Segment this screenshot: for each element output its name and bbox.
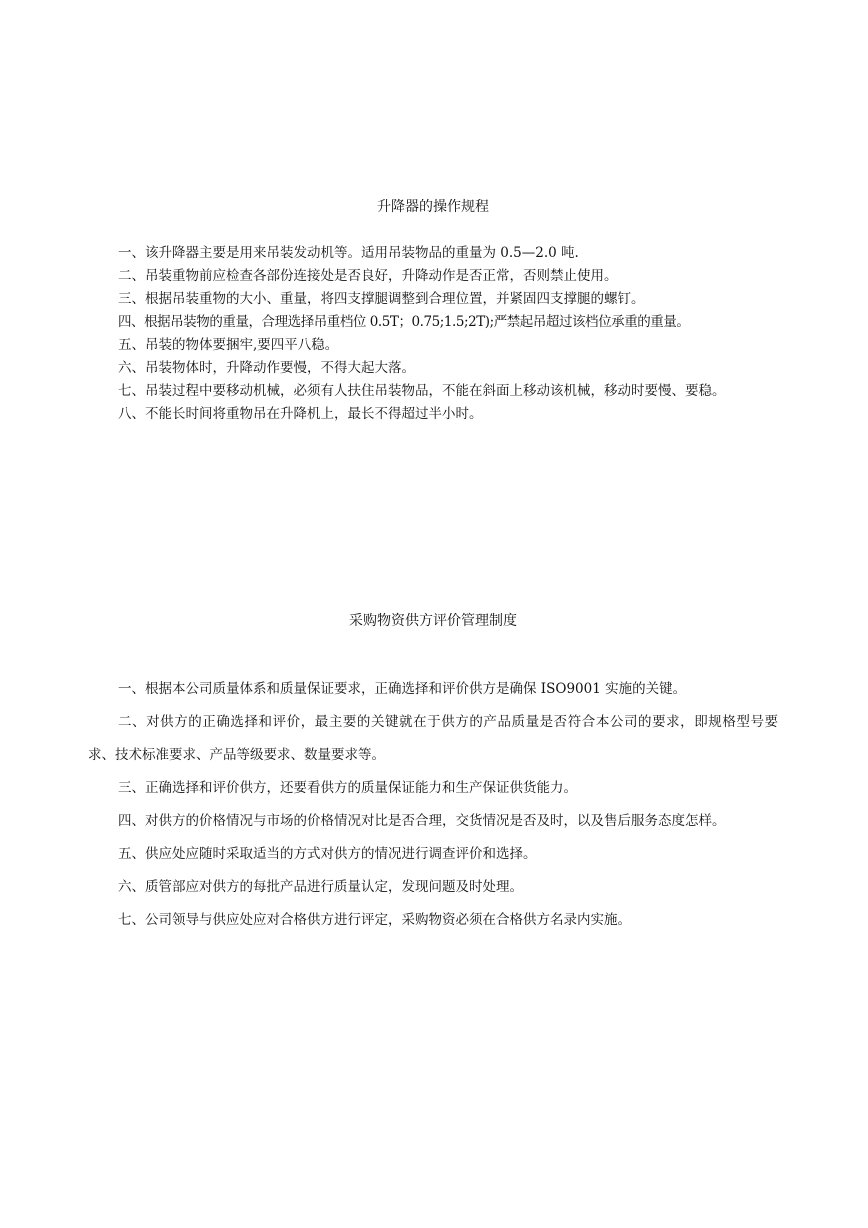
section-lift-operating-rules — [88, 196, 778, 426]
paragraph: 五、吊装的物体要捆牢,要四平八稳。 — [118, 337, 339, 353]
paragraph: 六、吊装物体时，升降动作要慢，不得大起大落。 — [118, 360, 415, 376]
paragraph: 一、该升降器主要是用来吊装发动机等。适用吊装物品的重量为 0.5—2.0 吨. — [118, 245, 579, 261]
section-title: 升降器的操作规程 — [377, 199, 489, 215]
paragraph: 七、公司领导与供应处应对合格供方进行评定，采购物资必须在合格供方名录内实施。 — [118, 912, 631, 928]
section-supplier-evaluation — [88, 610, 778, 937]
paragraph: 八、不能长时间将重物吊在升降机上，最长不得超过半小时。 — [118, 406, 483, 422]
section-title: 采购物资供方评价管理制度 — [349, 613, 517, 629]
paragraph: 一、根据本公司质量体系和质量保证要求，正确选择和评价供方是确保 ISO9001 实施的关键。 — [118, 681, 687, 697]
paragraph: 五、供应处应随时采取适当的方式对供方的情况进行调查评价和选择。 — [118, 846, 537, 862]
paragraph: 二、吊装重物前应检查各部份连接处是否良好，升降动作是否正常，否则禁止使用。 — [118, 268, 618, 284]
paragraph: 四、对供方的价格情况与市场的价格情况对比是否合理，交货情况是否及时，以及售后服务态度怎样。 — [118, 813, 726, 829]
paragraph: 六、质管部应对供方的每批产品进行质量认定，发现问题及时处理。 — [118, 879, 523, 895]
paragraph: 三、正确选择和评价供方，还要看供方的质量保证能力和生产保证供货能力。 — [118, 780, 577, 796]
paragraph: 七、吊装过程中要移动机械，必须有人扶住吊装物品，不能在斜面上移动该机械，移动时要慢、要稳。 — [118, 383, 726, 399]
paragraph: 二、对供方的正确选择和评价，最主要的关键就在于供方的产品质量是否符合本公司的要求，即规格型号要求、技术标准要求、产品等级要求、数量要求等。 — [88, 714, 778, 763]
paragraph: 三、根据吊装重物的大小、重量，将四支撑腿调整到合理位置，并紧固四支撑腿的螺钉。 — [118, 291, 645, 307]
paragraph: 四、根据吊装物的重量，合理选择吊重档位 0.5T；0.75;1.5;2T);严禁起吊超过该档位承重的重量。 — [118, 314, 690, 330]
